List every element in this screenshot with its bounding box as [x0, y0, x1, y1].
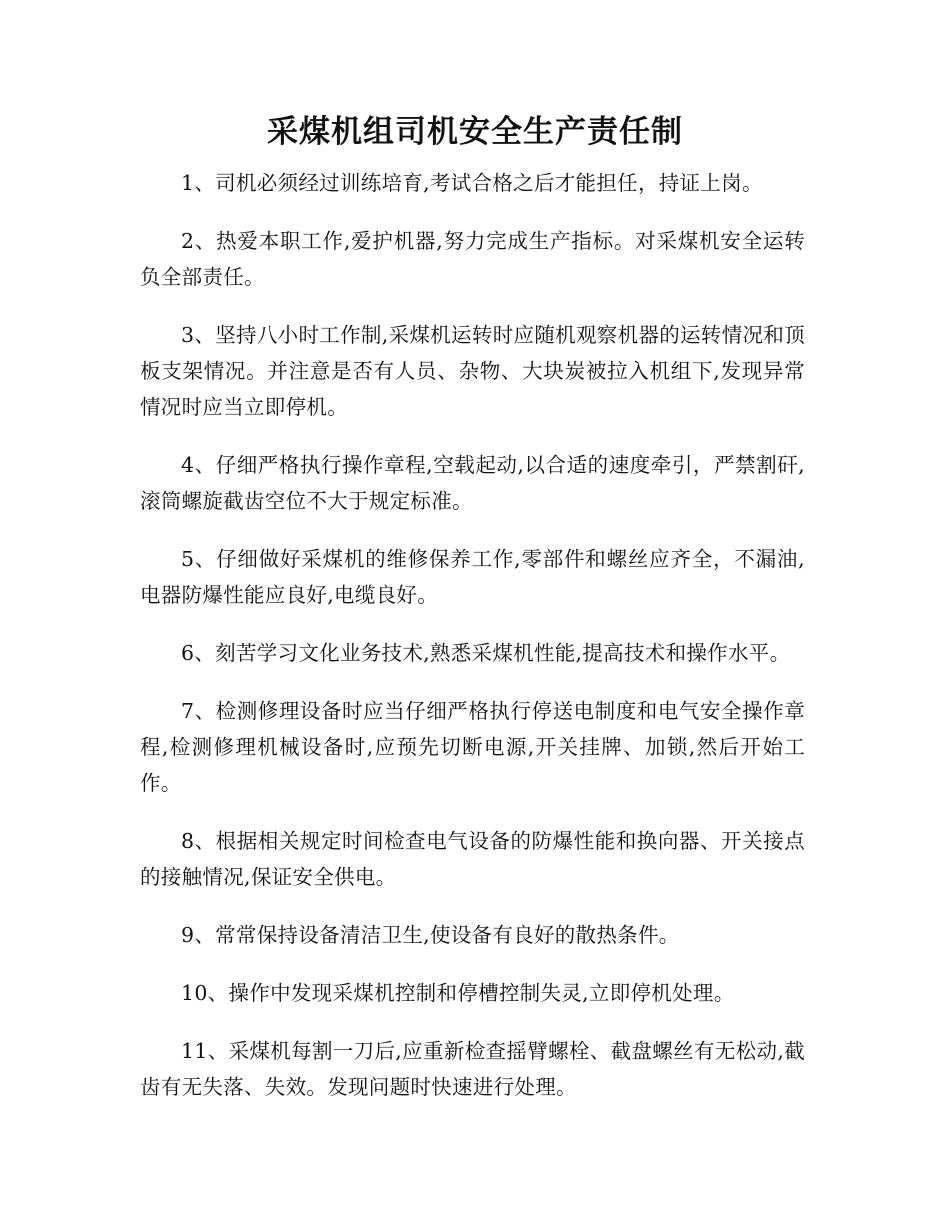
- document-title: 采煤机组司机安全生产责任制: [267, 114, 683, 150]
- paragraph-2: 2、热爱本职工作,爱护机器,努力完成生产指标。对采煤机安全运转负全部责任。: [140, 229, 805, 289]
- paragraph-11: 11、采煤机每割一刀后,应重新检查摇臂螺栓、截盘螺丝有无松动,截齿有无失落、失效。发现问题时快速进行处理。: [140, 1039, 805, 1099]
- paragraph-1: 1、司机必须经过训练培育,考试合格之后才能担任，持证上岗。: [181, 171, 763, 195]
- paragraph-7: 7、检测修理设备时应当仔细严格执行停送电制度和电气安全操作章程,检测修理机械设备时,应预先切断电源,开关挂牌、加锁,然后开始工作。: [140, 699, 805, 795]
- document-body: [140, 165, 805, 1127]
- paragraph-5: 5、仔细做好采煤机的维修保养工作,零部件和螺丝应齐全，不漏油,电器防爆性能应良好,电缆良好。: [140, 547, 805, 607]
- paragraph-8: 8、根据相关规定时间检查电气设备的防爆性能和换向器、开关接点的接触情况,保证安全供电。: [140, 829, 805, 889]
- paragraph-9: 9、常常保持设备清洁卫生,使设备有良好的散热条件。: [181, 923, 680, 947]
- paragraph-10: 10、操作中发现采煤机控制和停槽控制失灵,立即停机处理。: [181, 981, 735, 1005]
- paragraph-3: 3、坚持八小时工作制,采煤机运转时应随机观察机器的运转情况和顶板支架情况。并注意是否有人员、杂物、大块炭被拉入机组下,发现异常情况时应当立即停机。: [140, 323, 805, 419]
- paragraph-4: 4、仔细严格执行操作章程,空载起动,以合适的速度牵引，严禁割矸,滚筒螺旋截齿空位不大于规定标准。: [140, 453, 805, 513]
- paragraph-6: 6、刻苦学习文化业务技术,熟悉采煤机性能,提高技术和操作水平。: [181, 641, 791, 665]
